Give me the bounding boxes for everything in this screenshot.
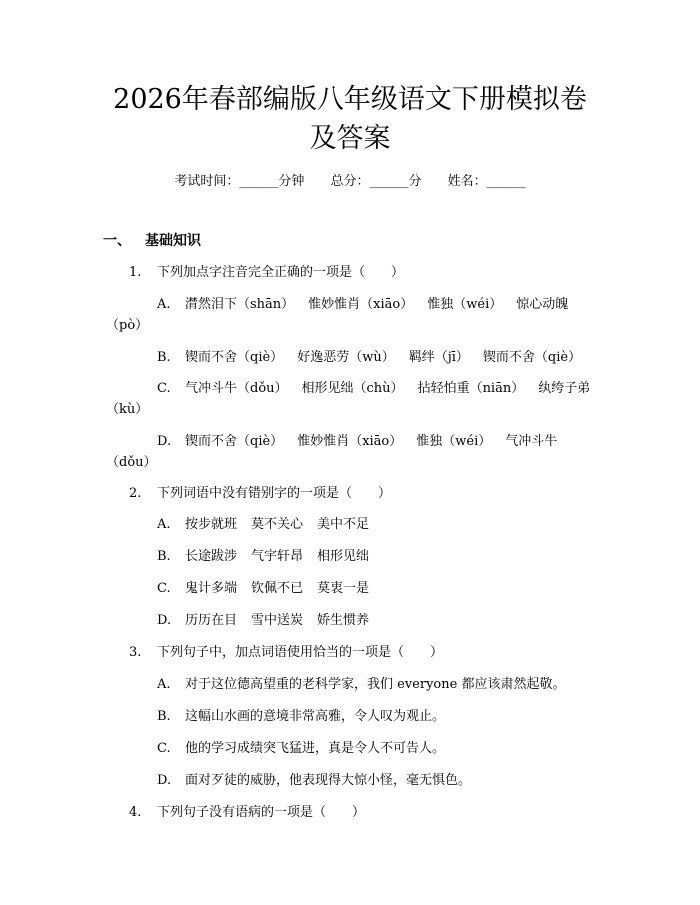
option-item: 惟独（wéi） (416, 434, 492, 449)
option-line (157, 577, 369, 596)
option-item: 惟妙惟肖（xiāo） (308, 297, 414, 312)
option-letter: D. (157, 773, 172, 788)
option-letter: D. (157, 434, 172, 449)
option-letter: A. (157, 517, 171, 532)
option-letter: A. (157, 677, 171, 692)
question-number: 1. (129, 265, 142, 280)
score-field (330, 174, 421, 189)
option-item: 对于这位德高望重的老科学家，我们 everyone 都应该肃然起敬。 (185, 677, 566, 692)
option-line (157, 609, 369, 628)
option-letter: C. (157, 741, 171, 756)
question-text: 下列加点字注音完全正确的一项是（ ） (157, 265, 405, 280)
option-item: 鬼计多端 (185, 581, 238, 596)
section-heading (103, 230, 201, 250)
option-item: 羁绊（jī） (408, 350, 469, 365)
option-item: 潸然泪下（shān） (185, 297, 295, 312)
question-stem (129, 482, 391, 501)
option-item: 惟独（wéi） (427, 297, 503, 312)
option-item: 相形见绌 (317, 549, 370, 564)
section-title: 基础知识 (145, 233, 201, 249)
option-letter: B. (157, 549, 171, 564)
option-item: 长途跋涉 (185, 549, 238, 564)
time-label: 考试时间： (174, 174, 240, 189)
option-item: 拈轻怕重（niān） (417, 381, 525, 396)
option-line (157, 673, 565, 692)
option-item: 惊心动魄 (516, 297, 569, 312)
option-item: 相形见绌（chù） (301, 381, 404, 396)
question-text: 下列句子没有语病的一项是（ ） (157, 805, 366, 820)
question-number: 2. (129, 486, 142, 501)
option-line (157, 293, 568, 312)
question-number: 3. (129, 645, 142, 660)
option-item: 莫不关心 (251, 517, 304, 532)
option-item: 气冲斗牛 (505, 434, 558, 449)
name-blank: ______ (486, 174, 526, 189)
option-item: 美中不足 (317, 517, 370, 532)
option-letter: D. (157, 613, 172, 628)
option-letter: C. (157, 381, 171, 396)
option-line (157, 769, 471, 788)
question-stem (129, 641, 443, 660)
option-line (157, 705, 445, 724)
option-item: 钦佩不已 (251, 581, 304, 596)
option-line (157, 545, 369, 564)
option-line (157, 513, 369, 532)
option-item: 锲而不舍（qiè） (185, 350, 284, 365)
option-item: 惟妙惟肖（xiāo） (297, 434, 403, 449)
score-blank: ______ (369, 174, 409, 189)
name-label: 姓名： (447, 174, 487, 189)
option-continuation: （kù） (106, 402, 149, 417)
time-blank: ______ (239, 174, 279, 189)
option-continuation: （dǒu） (106, 455, 157, 470)
option-letter: B. (157, 350, 171, 365)
option-item: 纨绔子弟 (538, 381, 591, 396)
score-unit: 分 (408, 174, 422, 189)
time-field (174, 174, 304, 189)
time-unit: 分钟 (278, 174, 305, 189)
question-stem (129, 261, 404, 280)
option-line (157, 737, 445, 756)
option-item: 娇生惯养 (317, 613, 370, 628)
option-item: 好逸恶劳（wù） (297, 350, 395, 365)
option-item: 雪中送炭 (251, 613, 304, 628)
option-item: 气冲斗牛（dǒu） (185, 381, 288, 396)
option-item: 这幅山水画的意境非常高雅，令人叹为观止。 (185, 709, 446, 724)
page-title: 2026年春部编版八年级语文下册模拟卷及答案 (113, 84, 587, 154)
option-item: 他的学习成绩突飞猛进，真是令人不可告人。 (185, 741, 446, 756)
option-letter: B. (157, 709, 171, 724)
name-field (448, 174, 526, 189)
option-letter: C. (157, 581, 171, 596)
option-line (157, 430, 557, 449)
option-item: 锲而不舍（qiè） (185, 434, 284, 449)
score-label: 总分： (330, 174, 370, 189)
option-item: 历历在目 (185, 613, 238, 628)
option-line (157, 377, 590, 396)
option-item: 面对歹徒的威胁，他表现得大惊小怪，毫无惧色。 (185, 773, 472, 788)
option-line (157, 346, 581, 365)
option-item: 按步就班 (185, 517, 238, 532)
section-number: 一、 (103, 233, 131, 249)
question-text: 下列词语中没有错别字的一项是（ ） (157, 486, 392, 501)
question-text: 下列句子中，加点词语使用恰当的一项是（ ） (157, 645, 444, 660)
question-number: 4. (129, 805, 142, 820)
option-letter: A. (157, 297, 171, 312)
option-item: 莫衷一是 (317, 581, 370, 596)
option-item: 气宇轩昂 (251, 549, 304, 564)
option-continuation: （pò） (106, 318, 149, 333)
exam-meta (0, 170, 700, 189)
question-stem (129, 801, 365, 820)
option-item: 锲而不舍（qiè） (482, 350, 582, 365)
